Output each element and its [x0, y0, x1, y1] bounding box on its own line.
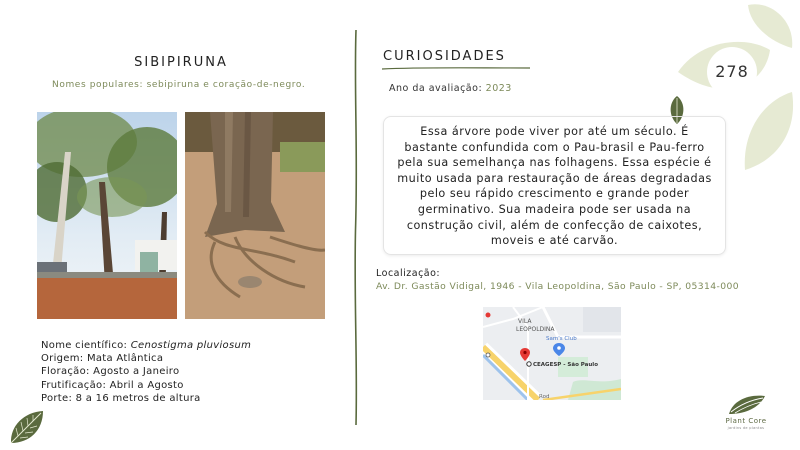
location-address: Av. Dr. Gastão Vidigal, 1946 - Vila Leopoldina, São Paulo - SP, 05314-000: [376, 281, 739, 292]
location-label: Localização:: [376, 268, 441, 279]
map-road-label: Rod: [539, 394, 550, 400]
tree-canopy-photo: [37, 112, 177, 319]
scientific-name: Nome científico: Cenostigma pluviosum: [41, 340, 252, 351]
evaluation-year: Ano da avaliação: 2023: [389, 83, 512, 94]
fruiting: Frutificação: Abril a Agosto: [41, 379, 184, 391]
tree-name-title: SIBIPIRUNA: [134, 55, 228, 70]
curiosity-description: Essa árvore pode viver por até um século. É bastante confundida com o Pau-brasil e Pau-ferro pela sua semelhança nas folhagens. Essa espécie é muito usada para restauração de áreas degradadas pelo seu rápido crescimento e grande poder germinativo. Sua madeira pode ser usada na construção civil, além de confecção de caixotes, moveis e até carvão.: [383, 116, 726, 255]
location-map[interactable]: [483, 307, 621, 400]
tree-trunk-photo: [185, 112, 325, 319]
map-store-label: Sam's Club: [546, 336, 577, 342]
tree-facts: [41, 339, 251, 405]
map-district-label-1: VILA: [518, 318, 532, 325]
column-divider: [353, 30, 359, 425]
size: Porte: 8 a 16 metros de altura: [41, 392, 201, 404]
title-underline: [382, 66, 530, 71]
flowering: Floração: Agosto a Janeiro: [41, 366, 180, 378]
popular-names: Nomes populares: sebipiruna e coração-de-negro.: [52, 80, 306, 90]
plant-core-logo-icon: [727, 392, 767, 416]
evaluation-number-badge: 278: [715, 62, 749, 81]
logo-tagline: jardins de plantas: [727, 426, 765, 430]
map-place-label: CEAGESP - São Paulo: [533, 362, 598, 368]
origin: Origem: Mata Atlântica: [41, 353, 164, 365]
logo-name: Plant Core: [725, 417, 767, 425]
leaf-icon: [8, 408, 46, 446]
map-district-label-2: LEOPOLDINA: [516, 326, 555, 333]
curiosities-title: CURIOSIDADES: [383, 49, 506, 64]
